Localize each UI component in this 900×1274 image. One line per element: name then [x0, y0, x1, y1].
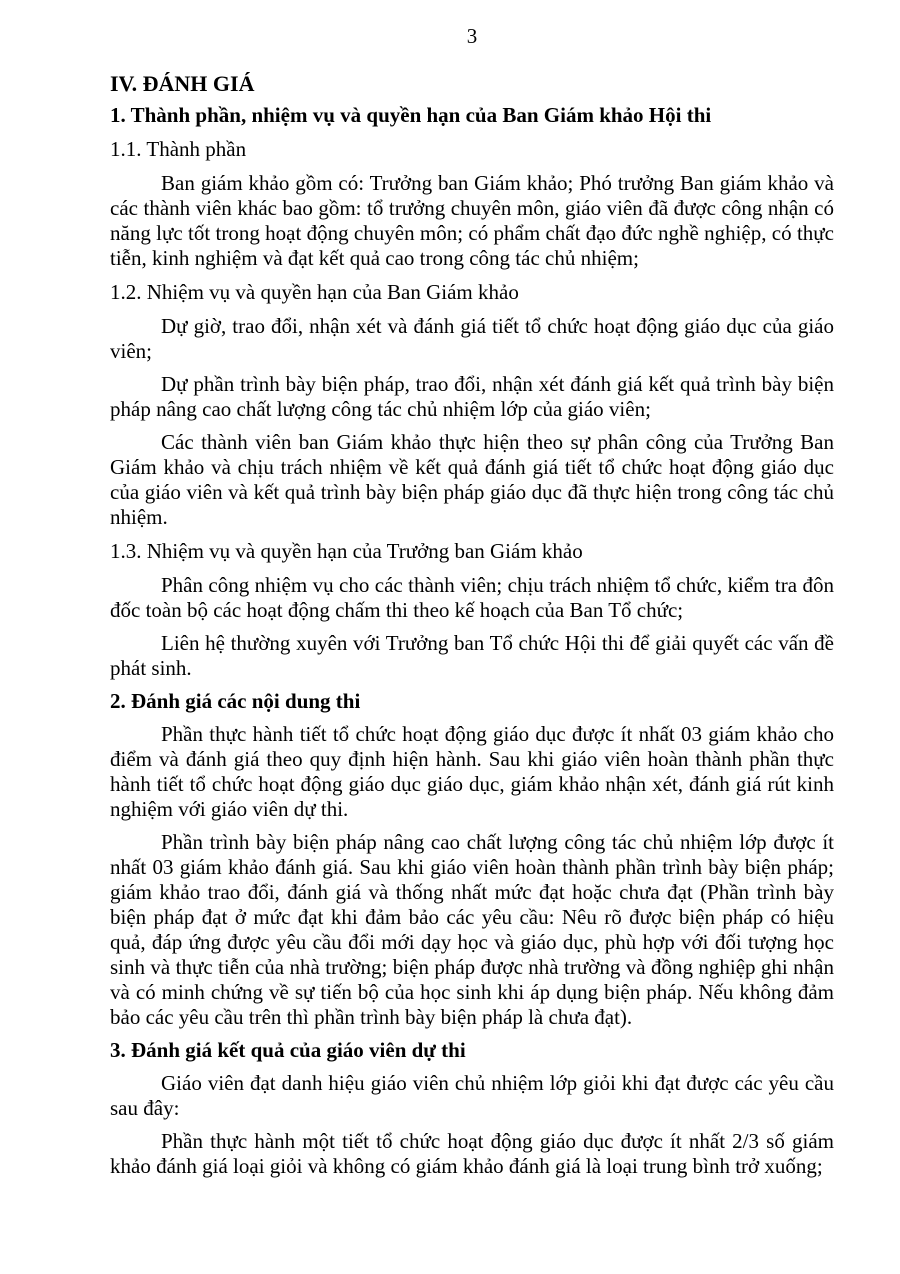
paragraph: Phần thực hành một tiết tổ chức hoạt động giáo dục được ít nhất 2/3 số giám khảo đánh giá loại giỏi và không có giám khảo đánh giá là loại trung bình trở xuống;: [110, 1129, 834, 1178]
paragraph: Ban giám khảo gồm có: Trưởng ban Giám khảo; Phó trưởng Ban giám khảo và các thành viên khác bao gồm: tổ trưởng chuyên môn, giáo viên đã được công nhận có năng lực tốt trong hoạt động chuyên môn; có phẩm chất đạo đức nghề nghiệp, có thực tiễn, kinh nghiệm và đạt kết quả cao trong công tác chủ nhiệm;: [110, 171, 834, 270]
paragraph: Phân công nhiệm vụ cho các thành viên; chịu trách nhiệm tổ chức, kiểm tra đôn đốc toàn bộ các hoạt động chấm thi theo kế hoạch của Ban Tổ chức;: [110, 573, 834, 622]
paragraph: Liên hệ thường xuyên với Trưởng ban Tổ chức Hội thi để giải quyết các vấn đề phát sinh.: [110, 631, 834, 680]
subsection-1-2-title: 1.2. Nhiệm vụ và quyền hạn của Ban Giám khảo: [110, 280, 519, 304]
subsection-1-1-title: 1.1. Thành phần: [110, 137, 247, 161]
section-2-title: 2. Đánh giá các nội dung thi: [110, 689, 361, 713]
section-3-title: 3. Đánh giá kết quả của giáo viên dự thi: [110, 1038, 466, 1062]
subsection-1-3-title: 1.3. Nhiệm vụ và quyền hạn của Trưởng ban Giám khảo: [110, 539, 583, 563]
paragraph: Giáo viên đạt danh hiệu giáo viên chủ nhiệm lớp giỏi khi đạt được các yêu cầu sau đây:: [110, 1071, 834, 1120]
paragraph: Phần trình bày biện pháp nâng cao chất lượng công tác chủ nhiệm lớp được ít nhất 03 giám khảo đánh giá. Sau khi giáo viên hoàn thành phần trình bày biện pháp; giám khảo trao đổi, đánh giá và thống nhất mức đạt hoặc chưa đạt (Phần trình bày biện pháp đạt ở mức đạt khi đảm bảo các yêu cầu: Nêu rõ được biện pháp có hiệu quả, đáp ứng được yêu cầu đổi mới dạy học và giáo dục, phù hợp với đối tượng học sinh và thực tiễn của nhà trường; biện pháp được nhà trường và đồng nghiệp ghi nhận và có minh chứng về sự tiến bộ của học sinh khi áp dụng biện pháp. Nếu không đảm bảo các yêu cầu trên thì phần trình bày biện pháp là chưa đạt).: [110, 830, 834, 1029]
paragraph: Dự phần trình bày biện pháp, trao đổi, nhận xét đánh giá kết quả trình bày biện pháp nâng cao chất lượng công tác chủ nhiệm lớp của giáo viên;: [110, 372, 834, 421]
paragraph: Dự giờ, trao đổi, nhận xét và đánh giá tiết tổ chức hoạt động giáo dục của giáo viên;: [110, 314, 834, 363]
document-heading: IV. ĐÁNH GIÁ: [110, 71, 255, 96]
paragraph: Phần thực hành tiết tổ chức hoạt động giáo dục được ít nhất 03 giám khảo cho điểm và đánh giá theo quy định hiện hành. Sau khi giáo viên hoàn thành phần thực hành tiết tổ chức hoạt động giáo dục giáo dục, giám khảo nhận xét, đánh giá rút kinh nghiệm với giáo viên dự thi.: [110, 722, 834, 821]
page-number: 3: [466, 24, 478, 48]
paragraph: Các thành viên ban Giám khảo thực hiện theo sự phân công của Trưởng Ban Giám khảo và chịu trách nhiệm về kết quả đánh giá tiết tổ chức hoạt động giáo dục của giáo viên và kết quả trình bày biện pháp giáo dục đã thực hiện trong công tác chủ nhiệm.: [110, 430, 834, 529]
section-1-title: 1. Thành phần, nhiệm vụ và quyền hạn của Ban Giám khảo Hội thi: [110, 103, 712, 127]
